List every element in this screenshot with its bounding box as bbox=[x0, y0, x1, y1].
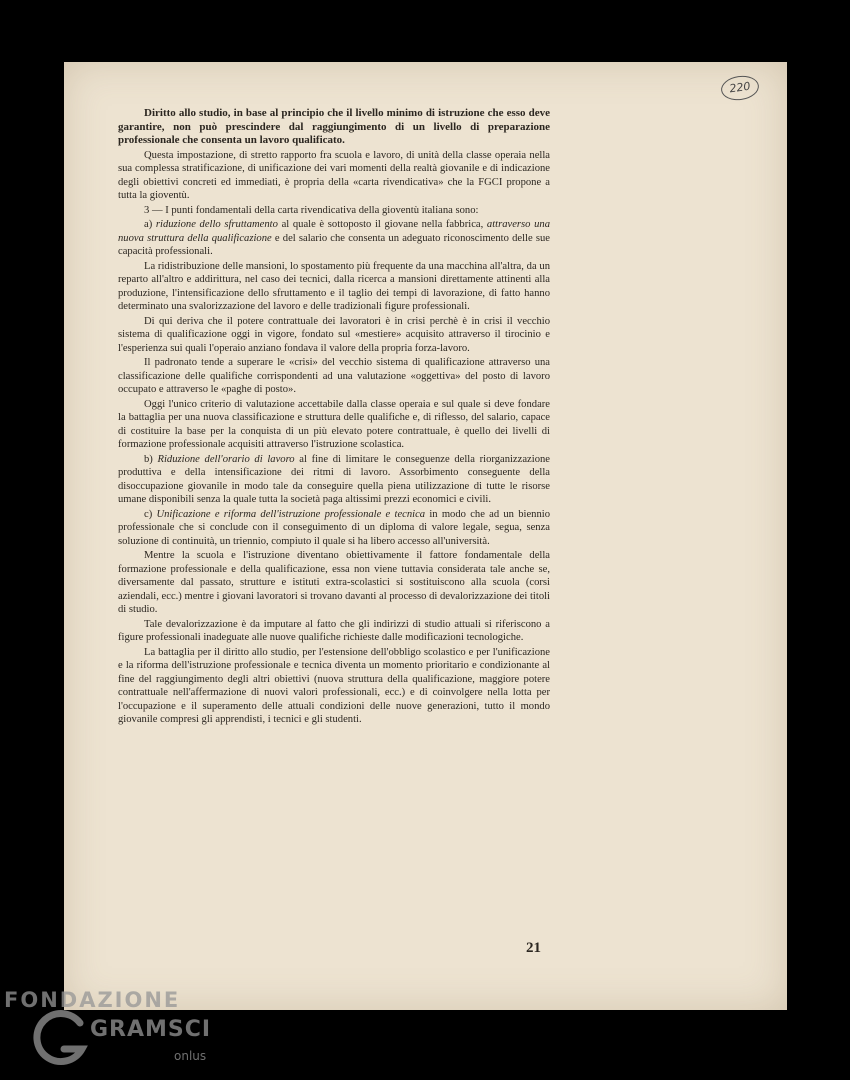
gramsci-logo-icon bbox=[30, 1005, 94, 1069]
paragraph: Questa impostazione, di stretto rapporto fra scuola e lavoro, di unità della classe operaia nella sua complessa stratificazione, di unificazione dei vari momenti della realtà giovanile e di indicazione degli obiettivi concreti ed immediati, è propria della «carta rivendicativa» che la FGCI propone a tutta la gioventù. bbox=[118, 149, 550, 201]
watermark-line-fondazione: FONDAZIONE bbox=[4, 988, 181, 1012]
paragraph: La ridistribuzione delle mansioni, lo spostamento più frequente da una macchina all'altra, da un reparto all'altro e addirittura, nel caso dei tecnici, dalla ricerca a mansioni direttamente attinenti alla produzione, l'intensificazione dello sfruttamento e il taglio dei tempi di lavorazione, di fatto hanno determinato una svalorizzazione del lavoro e delle tradizionali figure professionali. bbox=[118, 260, 550, 312]
paragraph: Il padronato tende a superare le «crisi» del vecchio sistema di qualificazione attraverso una classificazione delle qualifiche corrispondenti ad una valutazione «oggettiva» del posto di lavoro occupato e attraverso le «paghe di posto». bbox=[118, 357, 550, 395]
body-text bbox=[118, 107, 550, 727]
fondazione-gramsci-watermark bbox=[0, 985, 230, 1080]
page-number: 21 bbox=[526, 940, 541, 956]
paragraph: 3 — I punti fondamentali della carta rivendicativa della gioventù italiana sono: bbox=[144, 204, 479, 216]
paragraph: Mentre la scuola e l'istruzione diventano obiettivamente il fattore fondamentale della formazione professionale e della qualificazione, essa non viene tuttavia considerata tale anche se, diversamente dal passato, strutture e istituti extra-scolastici si sostituiscono alla scuola (corsi aziendali, ecc.) mentre i giovani lavoratori si trovano davanti al processo di devalorizzazione dei titoli di studio. bbox=[118, 550, 550, 615]
paragraph: La battaglia per il diritto allo studio, per l'estensione dell'obbligo scolastico e per l'unificazione e la riforma dell'istruzione professionale e tecnica diventa un momento prioritario e condizionante al fine del raggiungimento degli altri obiettivi (nuova struttura della qualificazione, maggiore potere contrattuale nell'affermazione di nuovi valori professionali, ecc.) e di coinvolgere nella lotta per l'occupazione e il superamento delle attuali condizioni delle nuove generazioni, tutto il mondo giovanile compresi gli apprendisti, i tecnici e gli studenti. bbox=[118, 646, 550, 725]
paragraph: Tale devalorizzazione è da imputare al fatto che gli indirizzi di studio attuali si riferiscono a figure professionali inadeguate alle nuove qualifiche richieste dalle modificazioni tecnologiche. bbox=[118, 618, 550, 643]
watermark-line-gramsci: GRAMSCI bbox=[90, 1017, 212, 1042]
paragraph: a) riduzione dello sfruttamento al quale è sottoposto il giovane nella fabbrica, attraverso una nuova struttura della qualificazione e del salario che consenta un adeguato riconoscimento delle sue capacità professionali. bbox=[118, 219, 550, 257]
paragraph: c) Unificazione e riforma dell'istruzione professionale e tecnica in modo che ad un biennio professionale che si conclude con il conseguimento di un diploma di valore legale, segua, senza soluzione di continuità, un triennio, compiuto il quale si ha libero accesso all'università. bbox=[118, 508, 550, 547]
paragraph: Di qui deriva che il potere contrattuale dei lavoratori è in crisi perchè è in crisi il vecchio sistema di qualificazione oggi in vigore, fondato sul «mestiere» acquisito attraverso il tirocinio e l'esperienza sui quali l'operaio anziano fondava il valore della propria forza-lavoro. bbox=[118, 315, 550, 354]
archive-number-stamp: 220 bbox=[720, 73, 761, 102]
paragraph: b) Riduzione dell'orario di lavoro al fine di limitare le conseguenze della riorganizzazione produttiva e della intensificazione dei ritmi di lavoro. Assorbimento conseguente della disoccupazione giovanile in modo tale da conseguire quella piena utilizzazione di tutte le risorse umane disponibili senza la quale tutta la società paga altissimi prezzi economici e civili. bbox=[118, 453, 550, 505]
document-page bbox=[64, 62, 787, 1010]
watermark-line-onlus: onlus bbox=[174, 1049, 207, 1063]
paragraph-heading: Diritto allo studio, in base al principio che il livello minimo di istruzione che esso deve garantire, non può prescindere dal raggiungimento di un livello di preparazione professionale che consenta un lavoro qualificato. bbox=[118, 107, 550, 146]
paragraph: Oggi l'unico criterio di valutazione accettabile dalla classe operaia e sul quale si deve fondare la battaglia per una nuova classificazione e struttura delle qualifiche e, di riflesso, del salario, capace di costituire la base per la conquista di un più elevato potere contrattuale, è quello dei livelli di formazione professionale acquisiti attraverso l'istruzione scolastica. bbox=[118, 398, 550, 450]
